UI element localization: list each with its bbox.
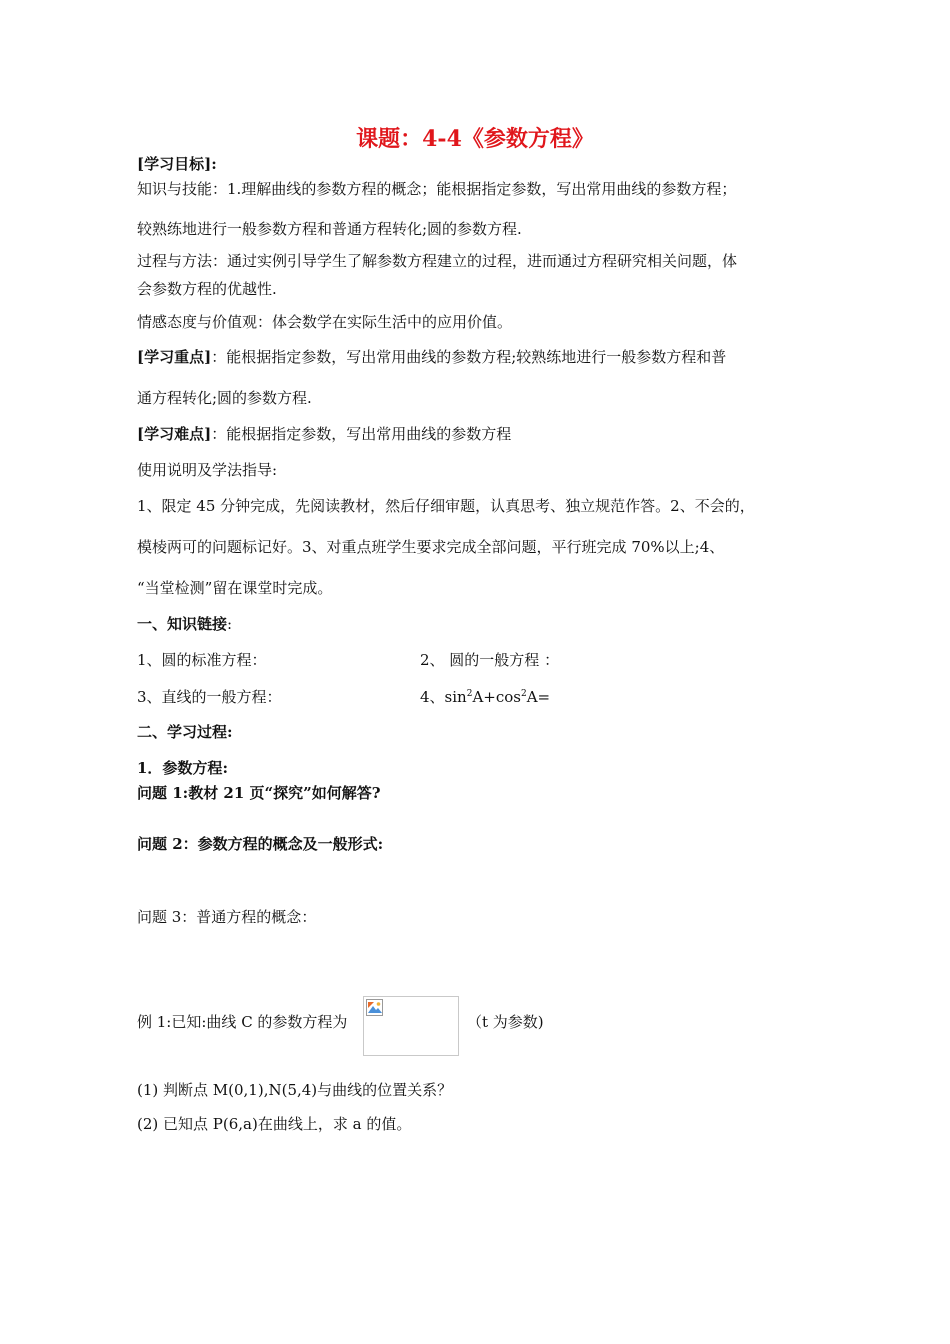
- usage-line-2: 模棱两可的问题标记好。3、对重点班学生要求完成全部问题，平行班完成 70%以上;4、: [137, 538, 725, 556]
- link-item-4-sin: 4、sin: [420, 688, 467, 706]
- key-points-label: [学习重点]: [137, 348, 212, 366]
- subsection-parametric-equation: 1．参数方程:: [137, 759, 228, 777]
- page-title: 课题：4-4《参数方程》: [356, 126, 594, 152]
- example-1-prefix: 例 1:已知:曲线 C 的参数方程为: [137, 1013, 348, 1031]
- example-1-part-2: (2) 已知点 P(6,a)在曲线上，求 a 的值。: [137, 1115, 412, 1133]
- usage-heading: 使用说明及学法指导:: [137, 461, 278, 479]
- example-1-part-1: (1) 判断点 M(0,1),N(5,4)与曲线的位置关系？: [137, 1081, 453, 1099]
- key-points: [137, 346, 726, 367]
- difficulty-points: [137, 423, 511, 444]
- knowledge-line-2: 较熟练地进行一般参数方程和普通方程转化;圆的参数方程.: [137, 220, 522, 238]
- section-knowledge-link: [137, 613, 232, 634]
- link-item-2: 2、 圆的一般方程 ：: [420, 651, 560, 669]
- link-item-3: 3、直线的一般方程：: [137, 688, 282, 706]
- usage-line-3: “当堂检测”留在课堂时完成。: [137, 579, 333, 597]
- process-line-2: 会参数方程的优越性.: [137, 280, 277, 298]
- question-1: 问题 1:教材 21 页“探究”如何解答?: [137, 784, 381, 802]
- knowledge-line-1: 知识与技能：1.理解曲线的参数方程的概念；能根据指定参数，写出常用曲线的参数方程；: [137, 180, 737, 198]
- usage-line-1: 1、限定 45 分钟完成，先阅读教材，然后仔细审题，认真思考、独立规范作答。2、不会的，: [137, 497, 755, 515]
- link-item-4-cos: A+cos: [472, 688, 521, 706]
- process-line-1: 过程与方法：通过实例引导学生了解参数方程建立的过程，进而通过方程研究相关问题，体: [137, 252, 738, 270]
- equation-image-placeholder: [363, 996, 459, 1056]
- section-learning-process: 二、学习过程:: [137, 723, 233, 741]
- question-2: 问题 2：参数方程的概念及一般形式:: [137, 835, 384, 853]
- section-knowledge-link-colon: :: [227, 615, 233, 633]
- broken-image-icon: [366, 999, 384, 1017]
- sin-exponent: 2: [466, 689, 473, 699]
- link-item-4: [420, 686, 550, 707]
- link-item-1: 1、圆的标准方程：: [137, 651, 267, 669]
- question-3: 问题 3：普通方程的概念：: [137, 908, 317, 926]
- attitude-line: 情感态度与价值观：体会数学在实际生活中的应用价值。: [137, 313, 513, 331]
- key-points-text: ：能根据指定参数，写出常用曲线的参数方程;较熟练地进行一般参数方程和普: [211, 348, 727, 366]
- goals-heading: [学习目标]:: [137, 155, 217, 173]
- section-knowledge-link-label: 一、知识链接: [137, 615, 228, 633]
- difficulty-label: [学习难点]: [137, 425, 212, 443]
- link-item-4-end: A=: [526, 688, 551, 706]
- example-1-suffix: （t 为参数): [467, 1013, 544, 1031]
- key-points-line-2: 通方程转化;圆的参数方程.: [137, 389, 312, 407]
- difficulty-text: ：能根据指定参数，写出常用曲线的参数方程: [211, 425, 512, 443]
- cos-exponent: 2: [520, 689, 527, 699]
